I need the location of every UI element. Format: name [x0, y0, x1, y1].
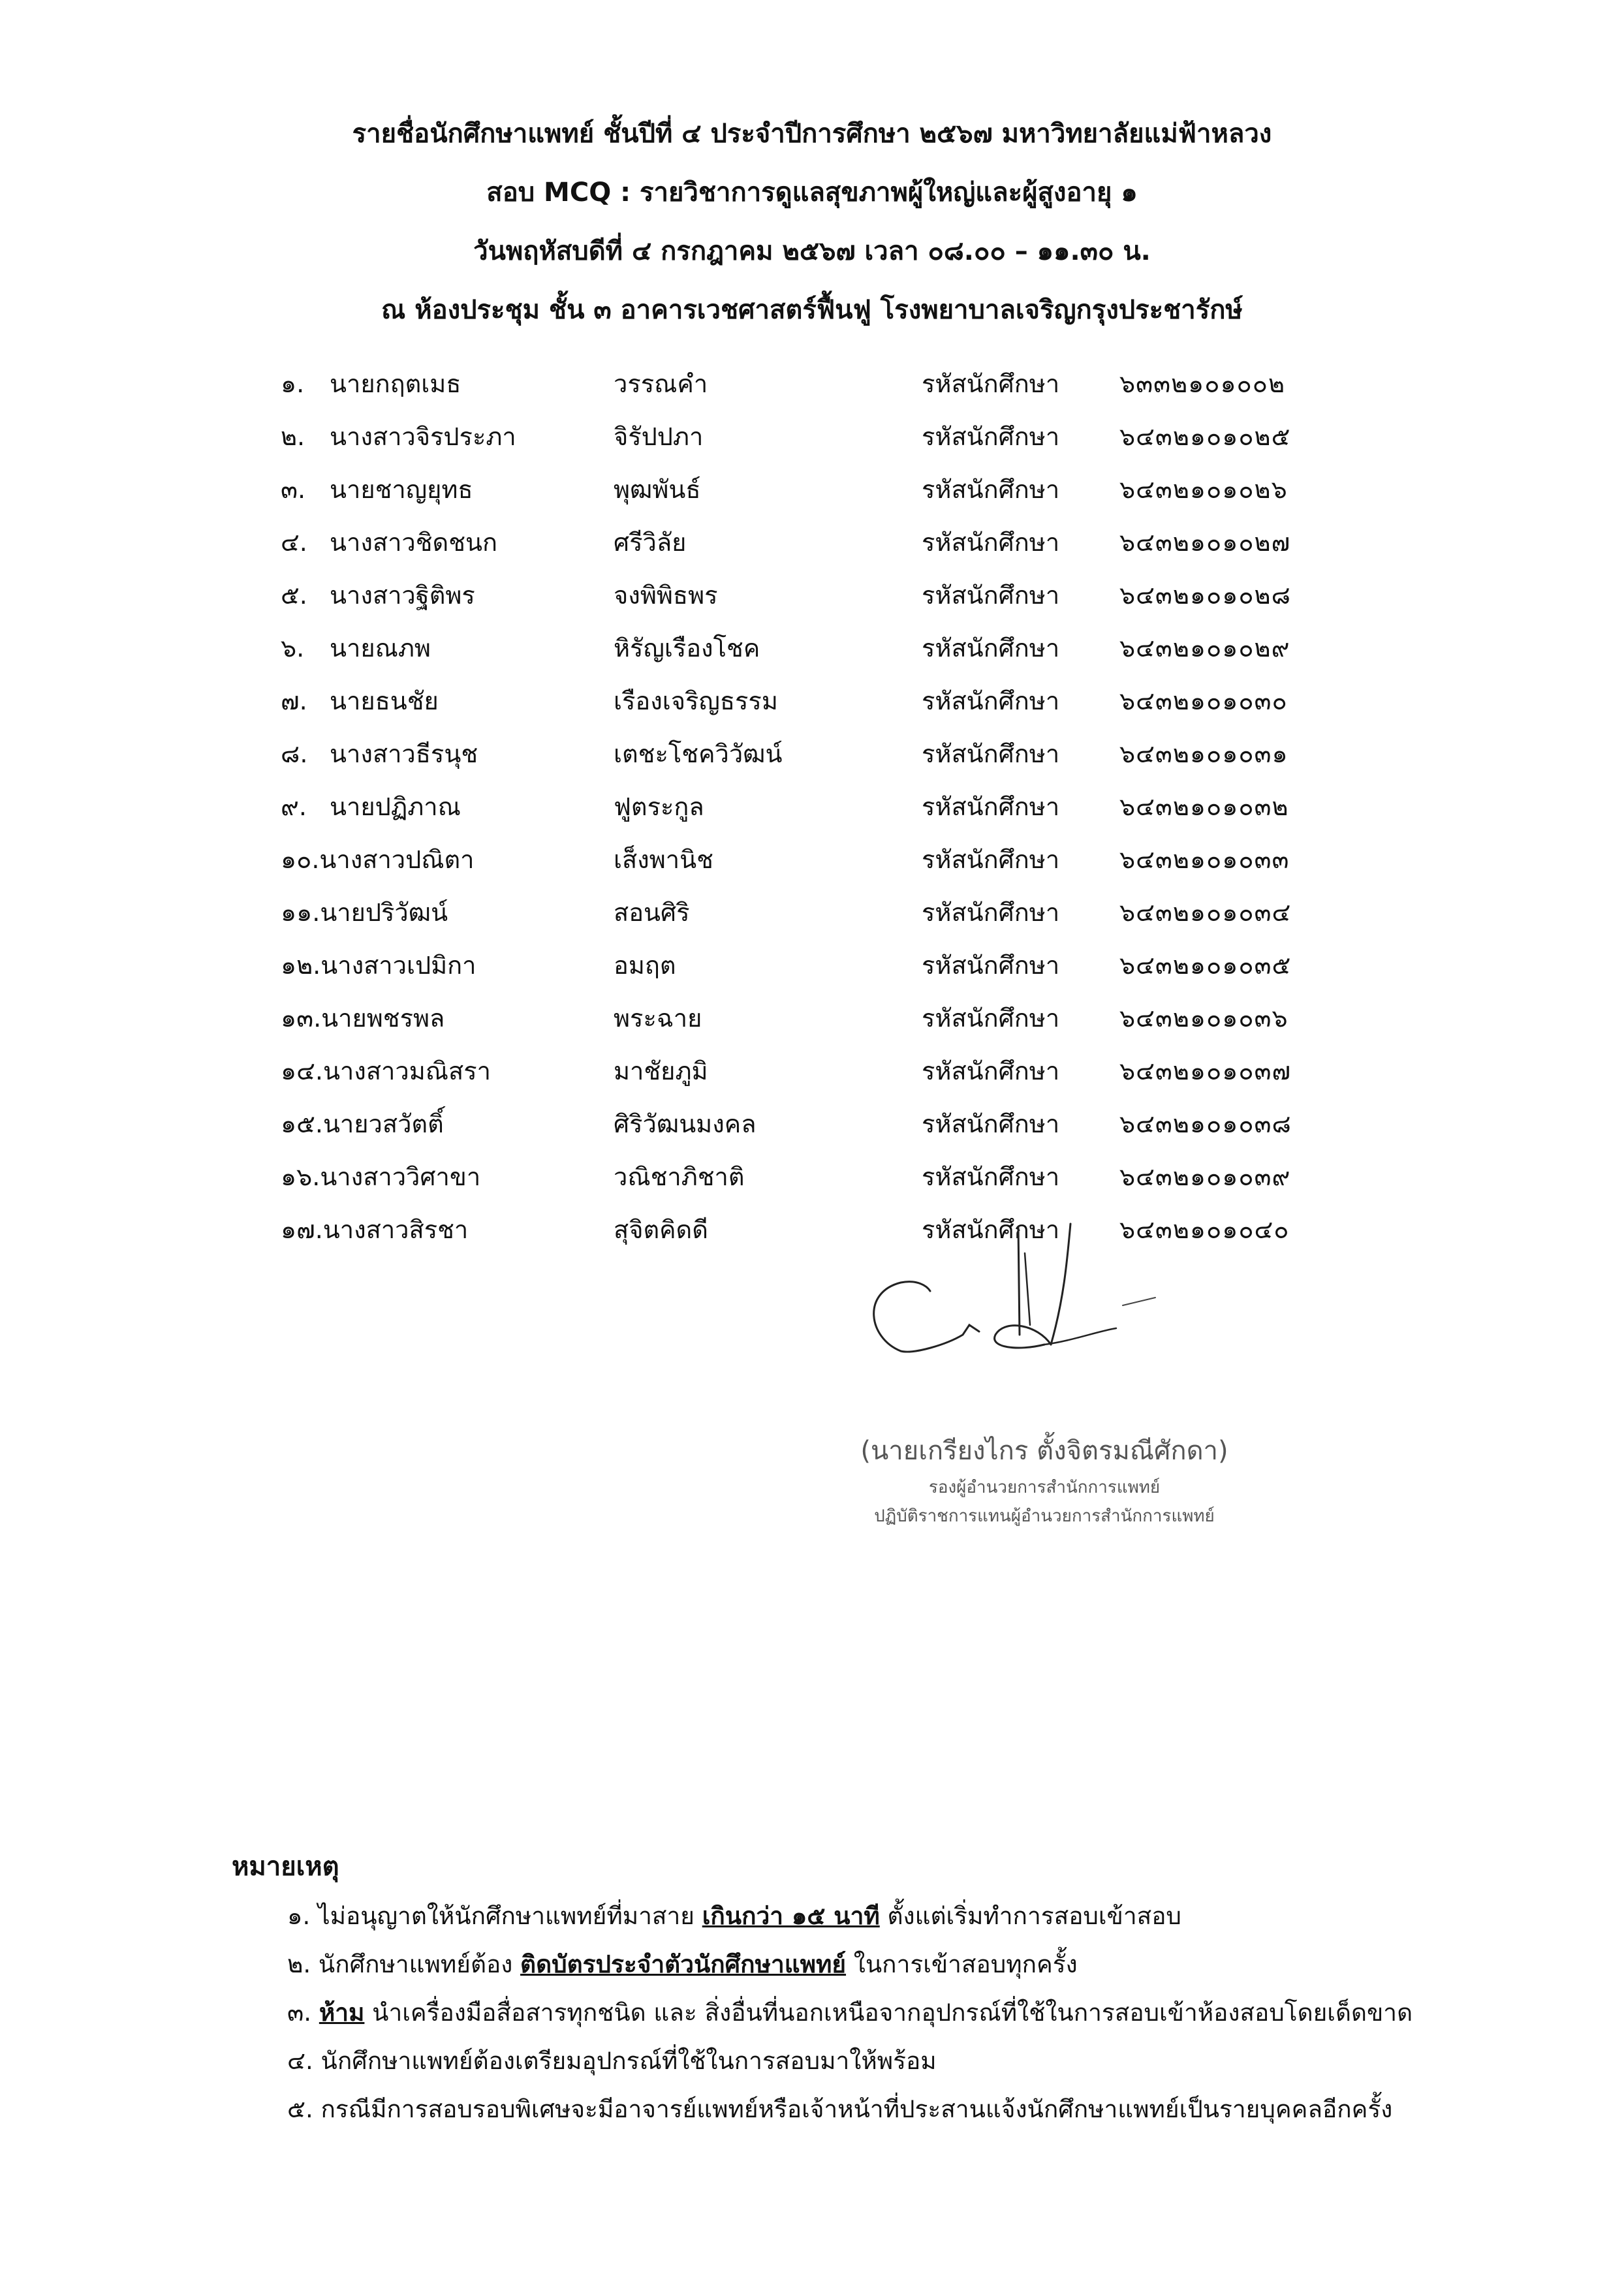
student-id-label: รหัสนักศึกษา: [922, 687, 1060, 715]
student-last-name: เตชะโชควิวัฒน์: [614, 740, 783, 768]
student-id-label: รหัสนักศึกษา: [922, 634, 1060, 662]
student-first-name: ๑๔.นางสาวมณิสรา: [281, 1057, 491, 1085]
signatory-name: (นายเกรียงไกร ตั้งจิตรมณีศักดา): [860, 1436, 1228, 1466]
student-id-label: รหัสนักศึกษา: [922, 740, 1060, 768]
student-row: [281, 629, 1390, 681]
note-emphasis: เกินกว่า ๑๕ นาที: [702, 1902, 880, 1930]
student-number: ๔.: [281, 528, 307, 557]
student-id: ๖๔๓๒๑๐๑๐๒๗: [1119, 528, 1291, 557]
student-last-name: มาชัยภูมิ: [614, 1057, 708, 1085]
student-row: [281, 999, 1390, 1051]
student-last-name: อมฤต: [614, 951, 676, 980]
student-first-name: นายกฤตเมธ: [330, 369, 461, 398]
student-first-name: นางสาวฐิติพร: [330, 581, 475, 610]
student-first-name: ๑๖.นางสาววิศาขา: [281, 1162, 481, 1191]
student-row: [281, 417, 1390, 470]
student-row: [281, 576, 1390, 629]
student-last-name: สอนศิริ: [614, 898, 690, 927]
header-venue-line: ณ ห้องประชุม ชั้น ๓ อาคารเวชศาสตร์ฟื้นฟู โรงพยาบาลเจริญกรุงประชารักษ์: [381, 295, 1243, 325]
student-id-label: รหัสนักศึกษา: [922, 422, 1060, 451]
student-number: ๓.: [281, 475, 306, 504]
student-first-name: นางสาวจิรประภา: [330, 422, 516, 451]
student-id: ๖๔๓๒๑๐๑๐๒๙: [1119, 634, 1290, 662]
student-number: ๙.: [281, 792, 307, 821]
note-item-3: [232, 1995, 1537, 2043]
student-id: ๖๔๓๒๑๐๑๐๒๘: [1119, 581, 1291, 610]
note-item-5: ๕. กรณีมีการสอบรอบพิเศษจะมีอาจารย์แพทย์หรือเจ้าหน้าที่ประสานแจ้งนักศึกษาแพทย์เป็นรายบุคคลอีกครั้ง: [287, 2095, 1393, 2123]
header-title-line: รายชื่อนักศึกษาแพทย์ ชั้นปีที่ ๔ ประจำปีการศึกษา ๒๕๖๗ มหาวิทยาลัยแม่ฟ้าหลวง: [352, 119, 1272, 149]
student-first-name: ๑๗.นางสาวสิรชา: [281, 1215, 469, 1244]
note-item-2: [232, 1946, 1537, 1995]
student-id: ๖๔๓๒๑๐๑๐๓๒: [1119, 792, 1289, 821]
student-list: [281, 364, 1390, 1263]
student-first-name: นางสาวชิดชนก: [330, 528, 497, 557]
signatory-acting-position: ปฏิบัติราชการแทนผู้อำนวยการสำนักการแพทย์: [874, 1506, 1215, 1526]
student-first-name: ๑๕.นายวสวัตติ์: [281, 1110, 444, 1138]
student-first-name: นายณภพ: [330, 634, 431, 662]
student-number: ๘.: [281, 740, 308, 768]
student-row: [281, 840, 1390, 893]
student-id: ๖๔๓๒๑๐๑๐๓๗: [1119, 1057, 1292, 1085]
student-id: ๖๔๓๒๑๐๑๐๓๐: [1119, 687, 1288, 715]
signature-scribble: [855, 1221, 1195, 1390]
student-row: [281, 364, 1390, 417]
student-first-name: ๑๐.นางสาวปณิตา: [281, 845, 475, 874]
student-id-label: รหัสนักศึกษา: [922, 1215, 1060, 1244]
student-id-label: รหัสนักศึกษา: [922, 581, 1060, 610]
note-text: ๒. นักศึกษาแพทย์ต้อง: [287, 1950, 521, 1978]
student-row: [281, 946, 1390, 999]
student-row: [281, 787, 1390, 840]
student-last-name: วณิชาภิชาติ: [614, 1162, 745, 1191]
student-id-label: รหัสนักศึกษา: [922, 845, 1060, 874]
note-text: ๓.: [287, 1999, 319, 2027]
student-first-name: นายธนชัย: [330, 687, 439, 715]
student-first-name: ๑๒.นางสาวเปมิกา: [281, 951, 476, 980]
note-text: ในการเข้าสอบทุกครั้ง: [846, 1950, 1078, 1978]
notes-title: หมายเหตุ: [232, 1852, 339, 1882]
student-last-name: เรืองเจริญธรรม: [614, 687, 778, 715]
student-id: ๖๔๓๒๑๐๑๐๓๑: [1119, 740, 1288, 768]
student-id: ๖๔๓๒๑๐๑๐๔๐: [1119, 1215, 1290, 1244]
student-id: ๖๔๓๒๑๐๑๐๓๓: [1119, 845, 1290, 874]
student-first-name: นายปฏิภาณ: [330, 792, 461, 821]
note-text: ๑. ไม่อนุญาตให้นักศึกษาแพทย์ที่มาสาย: [287, 1902, 702, 1930]
student-row: [281, 523, 1390, 576]
student-row: [281, 1104, 1390, 1157]
student-id: ๖๔๓๒๑๐๑๐๒๖: [1119, 475, 1288, 504]
student-id: ๖๔๓๒๑๐๑๐๓๙: [1119, 1162, 1291, 1191]
student-id-label: รหัสนักศึกษา: [922, 951, 1060, 980]
student-id: ๖๔๓๒๑๐๑๐๓๖: [1119, 1004, 1288, 1033]
student-last-name: จิรัปปภา: [614, 422, 704, 451]
note-item-4: ๔. นักศึกษาแพทย์ต้องเตรียมอุปกรณ์ที่ใช้ในการสอบมาให้พร้อม: [287, 2047, 937, 2075]
student-number: ๑.: [281, 369, 305, 398]
student-last-name: วรรณคำ: [614, 369, 708, 398]
student-last-name: พุฒพันธ์: [614, 475, 701, 504]
note-emphasis: ติดบัตรประจำตัวนักศึกษาแพทย์: [520, 1950, 847, 1978]
student-last-name: หิรัญเรืองโชค: [614, 634, 760, 662]
student-row: [281, 1210, 1390, 1263]
student-first-name: นางสาวธีรนุช: [330, 740, 478, 768]
student-id: ๖๔๓๒๑๐๑๐๓๘: [1119, 1110, 1292, 1138]
student-id: ๖๔๓๒๑๐๑๐๒๕: [1119, 422, 1291, 451]
student-row: [281, 681, 1390, 734]
student-id-label: รหัสนักศึกษา: [922, 898, 1060, 927]
student-row: [281, 470, 1390, 523]
student-first-name: นายชาญยุทธ: [330, 475, 473, 504]
student-id-label: รหัสนักศึกษา: [922, 1004, 1060, 1033]
student-last-name: จงพิพิธพร: [614, 581, 718, 610]
student-last-name: เส็งพานิช: [614, 845, 713, 874]
signature-block: [783, 1433, 1305, 1533]
note-item-1: [232, 1898, 1537, 1946]
student-last-name: พระฉาย: [614, 1004, 702, 1033]
student-first-name: ๑๓.นายพชรพล: [281, 1004, 445, 1033]
notes-section: [232, 1847, 1537, 2140]
student-number: ๕.: [281, 581, 307, 610]
student-id-label: รหัสนักศึกษา: [922, 1057, 1060, 1085]
student-last-name: ฟูตระกูล: [614, 792, 704, 821]
student-first-name: ๑๑.นายปริวัฒน์: [281, 898, 448, 927]
student-id: ๖๔๓๒๑๐๑๐๓๕: [1119, 951, 1292, 980]
header-date-line: วันพฤหัสบดีที่ ๔ กรกฎาคม ๒๕๖๗ เวลา ๐๘.๐๐ – ๑๑.๓๐ น.: [473, 236, 1151, 266]
note-text: นำเครื่องมือสื่อสารทุกชนิด และ สิ่งอื่นที่นอกเหนือจากอุปกรณ์ที่ใช้ในการสอบเข้าห้องสอบโดยเด็ดขาด: [364, 1999, 1413, 2027]
student-id-label: รหัสนักศึกษา: [922, 369, 1060, 398]
student-row: [281, 893, 1390, 946]
student-id: ๖๓๓๒๑๐๑๐๐๒: [1119, 369, 1285, 398]
student-number: ๗.: [281, 687, 307, 715]
student-row: [281, 734, 1390, 787]
student-last-name: ศิริวัฒนมงคล: [614, 1110, 757, 1138]
student-id-label: รหัสนักศึกษา: [922, 475, 1060, 504]
student-id-label: รหัสนักศึกษา: [922, 528, 1060, 557]
student-last-name: ศรีวิลัย: [614, 528, 687, 557]
signatory-position: รองผู้อำนวยการสำนักการแพทย์: [928, 1478, 1161, 1497]
student-row: [281, 1157, 1390, 1210]
student-row: [281, 1051, 1390, 1104]
note-text: ตั้งแต่เริ่มทำการสอบเข้าสอบ: [879, 1902, 1181, 1930]
student-last-name: สุจิตคิดดี: [614, 1215, 708, 1244]
student-id-label: รหัสนักศึกษา: [922, 1110, 1060, 1138]
student-id: ๖๔๓๒๑๐๑๐๓๔: [1119, 898, 1292, 927]
student-number: ๖.: [281, 634, 305, 662]
student-number: ๒.: [281, 422, 305, 451]
student-id-label: รหัสนักศึกษา: [922, 792, 1060, 821]
header-exam-line: สอบ MCQ : รายวิชาการดูแลสุขภาพผู้ใหญ่และผู้สูงอายุ ๑: [486, 178, 1138, 208]
note-emphasis: ห้าม: [319, 1999, 365, 2027]
student-id-label: รหัสนักศึกษา: [922, 1162, 1060, 1191]
document-header: [0, 117, 1624, 352]
